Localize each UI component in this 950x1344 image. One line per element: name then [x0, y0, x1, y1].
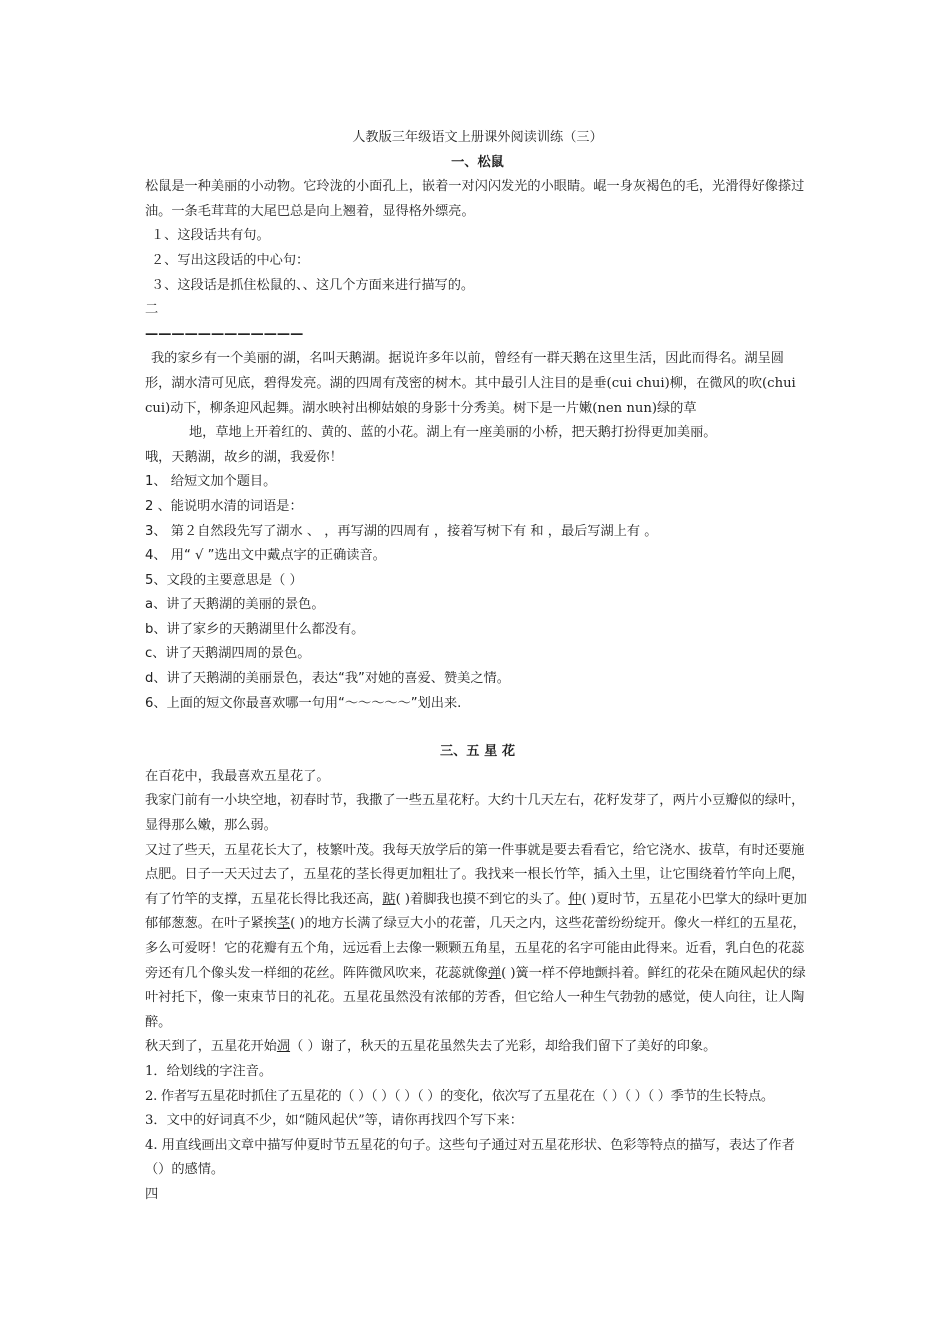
section-spacer — [145, 716, 810, 740]
underlined-char-dian: 踮 — [382, 891, 396, 907]
section-3-question-1: 1．给划线的字注音。 — [145, 1063, 273, 1079]
section-2-option-d: d、讲了天鹅湖的美丽景色，表达“我”对她的喜爱、赞美之情。 — [145, 671, 510, 687]
section-3-heading: 三、五 星 花 — [439, 744, 516, 760]
section-2-title-rule: ———————————— — [145, 326, 304, 342]
section-4-number: 四 — [145, 1186, 159, 1202]
section-3-question-4: 4. 用直线画出文章中描写仲夏时节五星花的句子。这些句子通过对五星花形状、色彩等特点的描写，表达了作者（）的感情。 — [145, 1137, 795, 1178]
paragraph-3-text-a: 又过了些天，五星花长大了，枝繁叶茂。我每天放学后的第一件事就是要去看看它，给它浇水、拔草，有时还要施点肥。日子一天天过去了，五星花的茎长得更加粗壮了。我找来一根长竹竿，插入土里，让它围绕着竹竿向上爬，有了竹竿的支撑，五星花长得比我还高， — [145, 842, 805, 907]
underlined-char-zhong: 仲 — [568, 891, 582, 907]
paragraph-4-text-b: （ ）谢了，秋天的五星花虽然失去了光彩，却给我们留下了美好的印象。 — [290, 1039, 717, 1055]
section-3-question-3: 3．文中的好词真不少，如“随风起伏”等，请你再找四个写下来： — [145, 1113, 523, 1129]
section-2-paragraph-2: 哦，天鹅湖，故乡的湖，我爱你！ — [145, 449, 343, 465]
section-2-paragraph-1: 我的家乡有一个美丽的湖，名叫天鹅湖。据说许多年以前，曾经有一群天鹅在这里生活，因此而得名。湖呈圆形，湖水清可见底，碧得发亮。湖的四周有茂密的树木。其中最引人注目的是垂(cui chui)柳，在微风的吹(chui cui)动下，柳条迎风起舞。湖水映衬出柳姑娘的身影十分秀美。树下是一片嫩(nen nun)绿的草 — [145, 351, 796, 416]
section-3-paragraph-4 — [145, 1035, 810, 1060]
section-2-question-6: 6、上面的短文你最喜欢哪一句用“～～～～～”划出来. — [145, 695, 462, 711]
paragraph-4-text-a: 秋天到了，五星花开始 — [145, 1039, 277, 1055]
section-2-option-a: a、讲了天鹅湖的美丽的景色。 — [145, 597, 325, 613]
section-3-paragraph-2: 我家门前有一小块空地，初春时节，我撒了一些五星花籽。大约十几天左右，花籽发芽了，两片小豆瓣似的绿叶，显得那么嫩，那么弱。 — [145, 793, 805, 834]
paragraph-3-text-d: ( )的地方长满了绿豆大小的花蕾，几天之内，这些花蕾纷纷绽开。像火一样红的五星花，多么可爱呀！它的花瓣有五个角，远远看上去像一颗颗五角星，五星花的名字可能由此得来。近看，乳白色的花蕊旁还有几个像头发一样细的花丝。阵阵微风吹来，花蕊就像 — [145, 916, 806, 981]
paragraph-3-text-b: ( )着脚我也摸不到它的头了。 — [395, 891, 569, 907]
underlined-char-jing: 茎 — [276, 916, 291, 932]
section-2-question-2: 2 、能说明水清的词语是： — [145, 498, 303, 514]
paragraph-3-text-c: ( )夏时节，五星花小巴掌大的绿叶更加郁郁葱葱。在叶子紧挨 — [145, 891, 807, 932]
section-2-number: 二 — [145, 302, 159, 318]
paragraph-3-text-e: ( )簧一样不停地颤抖着。鲜红的花朵在随风起伏的绿叶衬托下，像一束束节日的礼花。五星花虽然没有浓郁的芳香，但它给人一种生气勃勃的感觉，使人向往，让人陶醉。 — [145, 965, 806, 1030]
section-3-paragraph-1: 在百花中，我最喜欢五星花了。 — [145, 768, 330, 784]
section-2-question-1: 1、 给短文加个题目。 — [145, 474, 277, 490]
underlined-char-diao: 凋 — [276, 1039, 291, 1055]
underlined-char-tan: 弹 — [487, 965, 502, 981]
document-page — [145, 126, 810, 1208]
section-1-question-1: １、这段话共有句。 — [151, 228, 270, 244]
section-2-question-4: 4、 用“ √ ”选出文中戴点字的正确读音。 — [145, 548, 386, 564]
section-1-heading: 一、松鼠 — [451, 154, 504, 170]
section-1-question-3: ３、这段话是抓住松鼠的、、这几个方面来进行描写的。 — [151, 277, 475, 293]
section-2-option-c: c、讲了天鹅湖四周的景色。 — [145, 646, 311, 662]
section-1-paragraph: 松鼠是一种美丽的小动物。它玲泷的小面孔上，嵌着一对闪闪发光的小眼睛。崐一身灰褐色的毛，光滑得好像搽过油。一条毛茸茸的大尾巴总是向上翘着，显得格外缥亮。 — [145, 179, 805, 219]
section-2-option-b: b、讲了家乡的天鹅湖里什么都没有。 — [145, 621, 365, 637]
section-2-question-5: 5、文段的主要意思是（ ） — [145, 572, 303, 588]
section-2-paragraph-1-tail: 地，草地上开着红的、黄的、蓝的小花。湖上有一座美丽的小桥，把天鹅打扮得更加美丽。 — [189, 425, 717, 441]
section-2-question-3: 3、 第２自然段先写了湖水 、 ，再写湖的四周有 ，接着写树下有 和 ，最后写湖上有 。 — [145, 523, 658, 539]
section-3-paragraph-3 — [145, 839, 810, 1036]
section-3-question-2: 2. 作者写五星花时抓住了五星花的（ ）（ ）（ ）（ ）的变化，依次写了五星花在（ ）（ ）（ ）季节的生长特点。 — [145, 1088, 774, 1104]
section-1-question-2: ２、写出这段话的中心句： — [151, 252, 310, 268]
document-title: 人教版三年级语文上册课外阅读训练（三） — [352, 130, 603, 145]
